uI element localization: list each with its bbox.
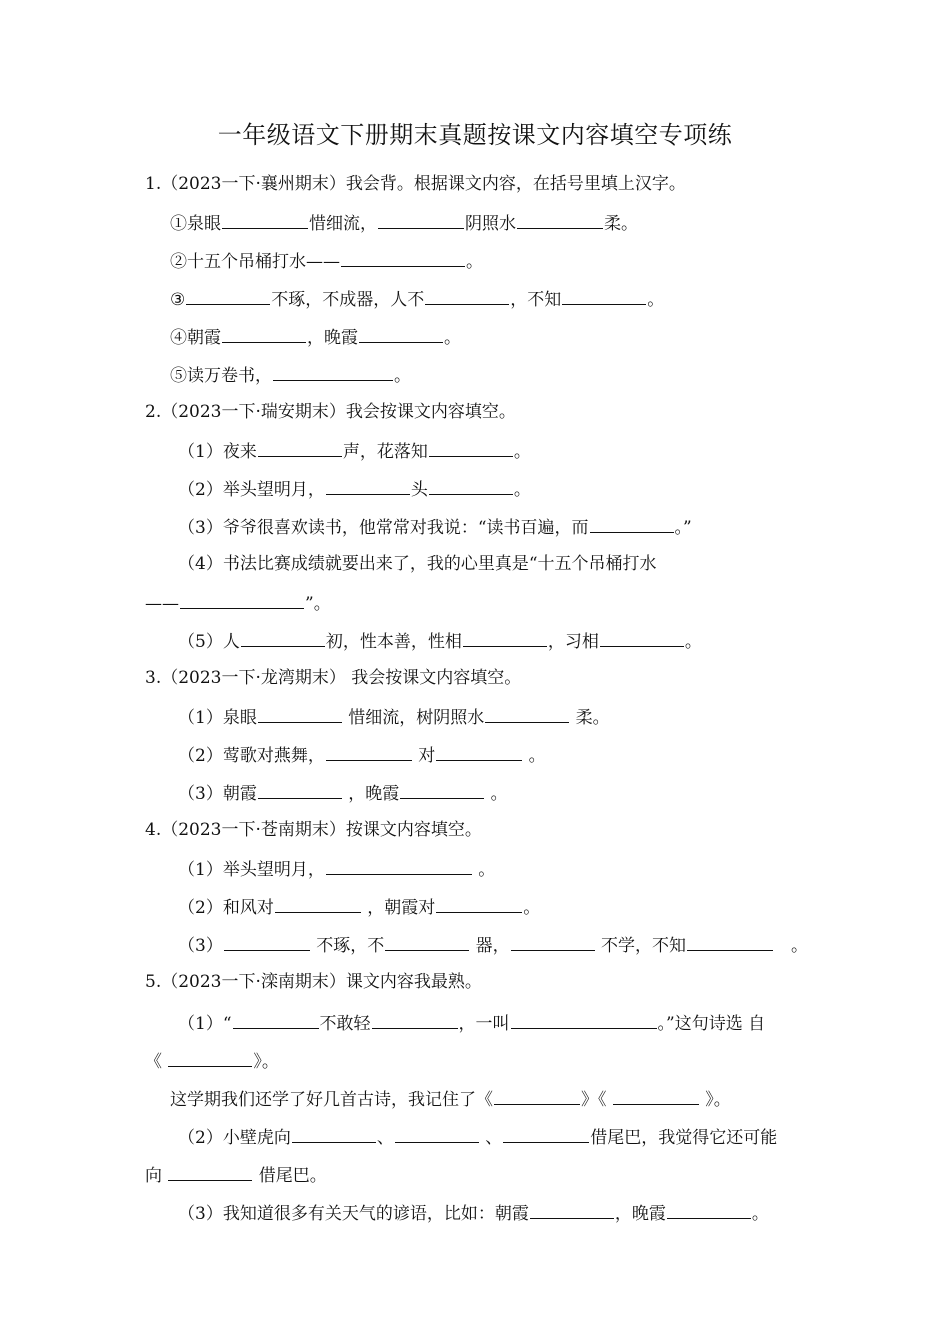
- blank-field[interactable]: [687, 932, 773, 951]
- q4-item-2: [178, 894, 540, 920]
- q5-item-1: [178, 1010, 765, 1036]
- text-segment: 。: [513, 480, 531, 500]
- text-segment: ”。: [305, 594, 331, 614]
- blank-field[interactable]: [378, 210, 464, 229]
- q2-item-4-cont: [145, 590, 331, 616]
- question-text: 2.（2023一下·瑞安期末）我会按课文内容填空。: [145, 402, 516, 422]
- text-segment: 。: [523, 898, 541, 918]
- blank-field[interactable]: [429, 476, 513, 495]
- text-segment: ——: [145, 594, 179, 614]
- text-segment: （2）莺歌对燕舞，: [178, 746, 325, 766]
- text-segment: ①泉眼: [170, 214, 221, 234]
- blank-field[interactable]: [503, 1124, 589, 1143]
- text-segment: 不敢轻: [319, 1014, 371, 1034]
- blank-field[interactable]: [590, 514, 674, 533]
- text-segment: ，晚霞: [614, 1204, 666, 1224]
- text-segment: 阴照水: [465, 214, 516, 234]
- text-segment: （1）夜来: [178, 442, 257, 462]
- blank-field[interactable]: [359, 324, 443, 343]
- text-segment: 。: [684, 632, 702, 652]
- blank-field[interactable]: [222, 210, 308, 229]
- q5-item-1-cont: [145, 1048, 279, 1074]
- text-segment: （2）举头望明月，: [178, 480, 325, 500]
- blank-field[interactable]: [395, 1124, 479, 1143]
- text-segment: ，不知: [510, 290, 562, 310]
- text-segment: ③: [170, 290, 186, 310]
- text-segment: 器，: [470, 936, 510, 956]
- question-text: 3.（2023一下·龙湾期末） 我会按课文内容填空。: [145, 668, 522, 688]
- blank-field[interactable]: [511, 932, 595, 951]
- blank-field[interactable]: [425, 286, 509, 305]
- blank-field[interactable]: [436, 742, 522, 761]
- text-segment: （3）我知道很多有关天气的谚语，比如：朝霞: [178, 1204, 529, 1224]
- blank-field[interactable]: [186, 286, 270, 305]
- text-segment: 、: [479, 1128, 503, 1148]
- text-segment: ，一叫: [458, 1014, 510, 1034]
- q5-item-2-cont: [145, 1162, 327, 1188]
- q1-item-4: [170, 324, 461, 350]
- question-text: 5.（2023一下·滦南期末）课文内容我最熟。: [145, 972, 482, 992]
- question-text: 1.（2023一下·襄州期末）我会背。根据课文内容，在括号里填上汉字。: [145, 174, 686, 194]
- text-segment: ，晚霞: [307, 328, 358, 348]
- text-segment: 头: [410, 480, 428, 500]
- text-segment: 。: [466, 252, 483, 272]
- question-3-heading: [145, 666, 521, 690]
- text-segment: 声，花落知: [342, 442, 428, 462]
- text-segment: 借尾巴。: [253, 1166, 327, 1186]
- blank-field[interactable]: [275, 894, 361, 913]
- text-segment: ，晚霞: [342, 784, 400, 804]
- blank-field[interactable]: [385, 932, 469, 951]
- q3-item-1: [178, 704, 610, 730]
- text-segment: 柔。: [604, 214, 638, 234]
- q4-item-3: [178, 932, 808, 958]
- blank-field[interactable]: [463, 628, 547, 647]
- text-segment: 。: [472, 860, 496, 880]
- text-segment: （2）小壁虎向: [178, 1128, 291, 1148]
- text-segment: 借尾巴，我觉得它还可能: [590, 1128, 778, 1148]
- q2-item-3: [178, 514, 692, 540]
- text-segment: 惜细流，树阴照水: [342, 708, 485, 728]
- blank-field[interactable]: [517, 210, 603, 229]
- q1-item-1: [170, 210, 638, 236]
- q4-item-1: [178, 856, 495, 882]
- text-segment: 向: [145, 1166, 168, 1186]
- blank-field[interactable]: [341, 248, 465, 267]
- text-segment: 《: [145, 1052, 168, 1072]
- text-segment: 对: [412, 746, 436, 766]
- text-segment: 。: [513, 442, 531, 462]
- blank-field[interactable]: [667, 1200, 751, 1219]
- q1-item-2: [170, 248, 483, 274]
- text-segment: 》。: [699, 1090, 731, 1110]
- blank-field[interactable]: [168, 1048, 252, 1067]
- text-segment: 初，性本善，性相: [325, 632, 462, 652]
- q2-item-5: [178, 628, 702, 654]
- question-1-heading: [145, 172, 686, 196]
- blank-field[interactable]: [180, 590, 304, 609]
- q3-item-2: [178, 742, 546, 768]
- blank-field[interactable]: [511, 1010, 657, 1029]
- text-segment: （5）人: [178, 632, 240, 652]
- text-segment: ②十五个吊桶打水——: [170, 252, 340, 272]
- text-segment: （2）和风对: [178, 898, 274, 918]
- blank-field[interactable]: [222, 324, 306, 343]
- text-segment: ④朝霞: [170, 328, 221, 348]
- q2-item-2: [178, 476, 531, 502]
- text-segment: 惜细流，: [309, 214, 377, 234]
- text-segment: （1）举头望明月，: [178, 860, 325, 880]
- text-segment: （1）泉眼: [178, 708, 257, 728]
- text-segment: 。: [394, 366, 411, 386]
- text-segment: 不学，不知: [595, 936, 687, 956]
- text-segment: 。: [751, 1204, 769, 1224]
- text-segment: 。: [774, 936, 809, 956]
- blank-field[interactable]: [224, 932, 310, 951]
- blank-field[interactable]: [241, 628, 325, 647]
- text-segment: 、: [376, 1128, 394, 1148]
- q2-item-1: [178, 438, 531, 464]
- text-segment: 。: [444, 328, 461, 348]
- question-5-heading: [145, 970, 482, 994]
- text-segment: 。: [647, 290, 665, 310]
- text-segment: ⑤读万卷书，: [170, 366, 272, 386]
- page-title: 一年级语文下册期末真题按课文内容填空专项练: [217, 121, 733, 149]
- text-segment: （4）书法比赛成绩就要出来了，我的心里真是“十五个吊桶打水: [178, 554, 657, 574]
- text-segment: （3）朝霞: [178, 784, 257, 804]
- text-segment: （3）: [178, 936, 223, 956]
- blank-field[interactable]: [326, 856, 472, 875]
- blank-field[interactable]: [400, 780, 484, 799]
- blank-field[interactable]: [436, 894, 522, 913]
- question-2-heading: [145, 400, 516, 424]
- blank-field[interactable]: [530, 1200, 614, 1219]
- blank-field[interactable]: [494, 1086, 580, 1105]
- blank-field[interactable]: [273, 362, 393, 381]
- text-segment: 。”: [674, 518, 692, 538]
- blank-field[interactable]: [485, 704, 569, 723]
- blank-field[interactable]: [258, 704, 342, 723]
- q1-item-3: [170, 286, 664, 312]
- q5-item-2: [178, 1124, 777, 1150]
- q1-item-5: [170, 362, 411, 388]
- question-text: 4.（2023一下·苍南期末）按课文内容填空。: [145, 820, 482, 840]
- text-segment: 这学期我们还学了好几首古诗，我记住了《: [170, 1090, 493, 1110]
- blank-field[interactable]: [613, 1086, 699, 1105]
- text-segment: 不琢，不成器，人不: [271, 290, 425, 310]
- text-segment: 柔。: [570, 708, 610, 728]
- blank-field[interactable]: [429, 438, 513, 457]
- q5-item-3: [178, 1200, 769, 1226]
- question-4-heading: [145, 818, 482, 842]
- q5-item-1-extra: [170, 1086, 731, 1112]
- text-segment: 。: [523, 746, 546, 766]
- text-segment: ，朝霞对: [361, 898, 436, 918]
- text-segment: 不琢，不: [310, 936, 385, 956]
- blank-field[interactable]: [562, 286, 646, 305]
- q2-item-4: [178, 552, 657, 576]
- blank-field[interactable]: [233, 1010, 319, 1029]
- text-segment: （3）爷爷很喜欢读书，他常常对我说：“读书百遍，而: [178, 518, 589, 538]
- blank-field[interactable]: [258, 438, 342, 457]
- blank-field[interactable]: [326, 742, 412, 761]
- text-segment: ，习相: [547, 632, 599, 652]
- blank-field[interactable]: [168, 1162, 252, 1181]
- text-segment: （1）“: [178, 1014, 232, 1034]
- text-segment: 》。: [253, 1052, 279, 1072]
- text-segment: 。”这句诗选 自: [657, 1014, 766, 1034]
- blank-field[interactable]: [326, 476, 410, 495]
- blank-field[interactable]: [292, 1124, 376, 1143]
- blank-field[interactable]: [258, 780, 342, 799]
- text-segment: 》《: [581, 1090, 612, 1110]
- text-segment: 。: [485, 784, 508, 804]
- blank-field[interactable]: [600, 628, 684, 647]
- blank-field[interactable]: [372, 1010, 458, 1029]
- q3-item-3: [178, 780, 508, 806]
